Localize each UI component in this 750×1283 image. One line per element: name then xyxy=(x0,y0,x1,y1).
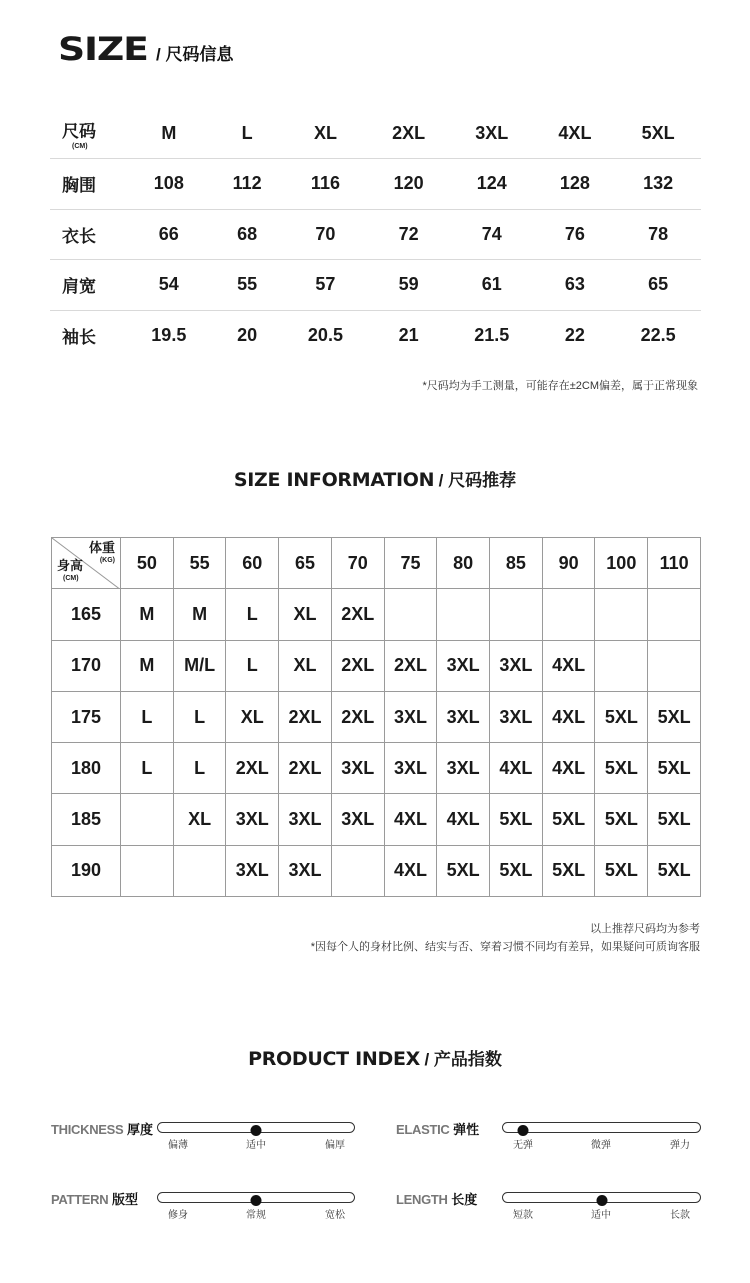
elastic-scale-track xyxy=(502,1122,701,1133)
thickness-level-dot xyxy=(251,1125,262,1136)
recommended-size-cell: 5XL xyxy=(648,691,701,742)
recommended-size-cell: M/L xyxy=(173,640,226,691)
recommended-size-cell: 4XL xyxy=(542,743,595,794)
recommended-size-cell xyxy=(331,845,384,896)
size-recommendation-table xyxy=(51,537,701,897)
index-tick-label: 无弹 xyxy=(513,1140,533,1151)
height-row-header: 165 xyxy=(52,589,121,640)
recommended-size-cell: 5XL xyxy=(542,845,595,896)
height-row-header: 180 xyxy=(52,743,121,794)
size-header-row xyxy=(50,108,701,159)
height-row xyxy=(52,691,701,742)
weight-col-header: 75 xyxy=(384,538,437,589)
size-cell: 108 xyxy=(126,159,212,210)
size-chart-table xyxy=(50,108,701,361)
thickness-scale-track xyxy=(157,1122,355,1133)
recommended-size-cell: 5XL xyxy=(648,845,701,896)
recommended-size-cell xyxy=(595,640,648,691)
height-row xyxy=(52,743,701,794)
recommended-size-cell: 5XL xyxy=(595,743,648,794)
size-corner-text: 尺码 xyxy=(62,121,96,141)
recommended-size-cell: 3XL xyxy=(279,845,332,896)
length-scale-track xyxy=(502,1192,701,1203)
size-row-label: 肩宽 xyxy=(50,260,126,311)
size-cell: 21.5 xyxy=(449,310,535,361)
index-tick-label: 常规 xyxy=(246,1210,266,1221)
size-cell: 22.5 xyxy=(615,310,701,361)
recommended-size-cell xyxy=(121,794,174,845)
weight-col-header: 55 xyxy=(173,538,226,589)
height-unit: (CM) xyxy=(63,575,79,583)
weight-col-header: 60 xyxy=(226,538,279,589)
recommended-size-cell: 3XL xyxy=(384,691,437,742)
size-cell: 120 xyxy=(368,159,449,210)
length-level-dot xyxy=(596,1195,607,1206)
size-cell: 54 xyxy=(126,260,212,311)
elastic-index xyxy=(396,1113,716,1153)
size-row-label: 衣长 xyxy=(50,209,126,260)
index-tick-label: 宽松 xyxy=(325,1210,345,1221)
recommended-size-cell: 3XL xyxy=(437,640,490,691)
elastic-level-dot xyxy=(517,1125,528,1136)
recommended-size-cell: 2XL xyxy=(331,691,384,742)
index-tick-label: 微弹 xyxy=(591,1140,611,1151)
size-cell: 55 xyxy=(212,260,283,311)
product-index-title: PRODUCT INDEX xyxy=(248,1048,420,1070)
recommended-size-cell xyxy=(490,589,543,640)
size-cell: 70 xyxy=(283,209,369,260)
recommended-size-cell xyxy=(648,640,701,691)
weight-col-header: 65 xyxy=(279,538,332,589)
size-cell: 72 xyxy=(368,209,449,260)
weight-unit: (KG) xyxy=(99,557,115,564)
size-row-length xyxy=(50,209,701,260)
size-cell: 78 xyxy=(615,209,701,260)
recommended-size-cell: 3XL xyxy=(331,794,384,845)
size-corner-unit: (CM) xyxy=(72,142,88,150)
height-axis-label xyxy=(57,559,83,585)
weight-col-header: 90 xyxy=(542,538,595,589)
size-row-label: 袖长 xyxy=(50,310,126,361)
recommended-size-cell: 2XL xyxy=(279,743,332,794)
recommended-size-cell: XL xyxy=(279,589,332,640)
recommended-size-cell xyxy=(384,589,437,640)
recommended-size-cell: M xyxy=(121,589,174,640)
weight-col-header: 50 xyxy=(121,538,174,589)
size-subtitle: / 尺码信息 xyxy=(156,45,234,64)
index-name-zh: 长度 xyxy=(451,1192,478,1207)
recommended-size-cell: XL xyxy=(226,691,279,742)
index-tick-label: 短款 xyxy=(513,1210,533,1221)
length-label xyxy=(396,1189,477,1208)
height-row xyxy=(52,640,701,691)
weight-axis-label xyxy=(89,541,115,567)
recommended-size-cell: 5XL xyxy=(437,845,490,896)
recommended-size-cell: L xyxy=(121,743,174,794)
recommended-size-cell: XL xyxy=(279,640,332,691)
index-name-en: THICKNESS xyxy=(51,1122,124,1137)
recommended-size-cell: L xyxy=(173,743,226,794)
size-row-label: 胸围 xyxy=(50,159,126,210)
table-corner-cell xyxy=(52,538,121,589)
size-cell: 20.5 xyxy=(283,310,369,361)
size-cell: 21 xyxy=(368,310,449,361)
recommended-size-cell: M xyxy=(173,589,226,640)
product-index-heading xyxy=(0,1045,750,1070)
index-tick-label: 长款 xyxy=(670,1210,690,1221)
size-cell: 112 xyxy=(212,159,283,210)
elastic-label xyxy=(396,1119,479,1138)
recommended-size-cell: 2XL xyxy=(331,640,384,691)
thickness-index xyxy=(51,1113,371,1153)
recommended-size-cell: L xyxy=(173,691,226,742)
size-section-heading xyxy=(58,30,233,70)
size-col-header: 5XL xyxy=(641,122,675,143)
size-cell: 20 xyxy=(212,310,283,361)
recommendation-disclaimer: *因每个人的身材比例、结实与否、穿着习惯不同均有差异，如果疑问可质询客服 xyxy=(310,941,700,953)
recommended-size-cell: 3XL xyxy=(226,845,279,896)
recommended-size-cell xyxy=(121,845,174,896)
index-name-en: ELASTIC xyxy=(396,1122,450,1137)
recommended-size-cell: 2XL xyxy=(384,640,437,691)
recommended-size-cell: 3XL xyxy=(384,743,437,794)
size-cell: 68 xyxy=(212,209,283,260)
recommended-size-cell: 4XL xyxy=(384,845,437,896)
size-cell: 132 xyxy=(615,159,701,210)
recommended-size-cell: 5XL xyxy=(595,794,648,845)
recommended-size-cell: 5XL xyxy=(595,691,648,742)
recommended-size-cell: 3XL xyxy=(490,691,543,742)
index-tick-label: 适中 xyxy=(591,1210,611,1221)
size-col-header: L xyxy=(241,122,253,143)
index-tick-label: 修身 xyxy=(168,1210,188,1221)
recommended-size-cell: 3XL xyxy=(279,794,332,845)
recommended-size-cell: 5XL xyxy=(595,845,648,896)
size-cell: 63 xyxy=(535,260,616,311)
size-col-header: XL xyxy=(313,122,337,143)
recommendation-heading xyxy=(0,466,750,491)
recommendation-note: 以上推荐尺码均为参考 xyxy=(590,923,700,935)
size-cell: 22 xyxy=(535,310,616,361)
recommended-size-cell: 4XL xyxy=(542,640,595,691)
size-col-header: 4XL xyxy=(558,122,592,143)
weight-header-row xyxy=(52,538,701,589)
recommended-size-cell xyxy=(173,845,226,896)
pattern-label xyxy=(51,1189,138,1208)
recommended-size-cell xyxy=(648,589,701,640)
size-col-header: 3XL xyxy=(475,122,509,143)
recommended-size-cell: 5XL xyxy=(490,794,543,845)
recommended-size-cell: 5XL xyxy=(648,794,701,845)
size-cell: 116 xyxy=(283,159,369,210)
recommended-size-cell xyxy=(437,589,490,640)
height-row-header: 170 xyxy=(52,640,121,691)
recommendation-subtitle: / 尺码推荐 xyxy=(438,471,517,490)
product-index-subtitle: / 产品指数 xyxy=(424,1050,502,1069)
recommended-size-cell: L xyxy=(121,691,174,742)
weight-label: 体重 xyxy=(88,540,115,555)
pattern-level-dot xyxy=(251,1195,262,1206)
size-cell: 19.5 xyxy=(126,310,212,361)
recommended-size-cell: XL xyxy=(173,794,226,845)
recommended-size-cell: L xyxy=(226,589,279,640)
recommended-size-cell: 4XL xyxy=(490,743,543,794)
weight-col-header: 70 xyxy=(331,538,384,589)
recommended-size-cell: 5XL xyxy=(490,845,543,896)
size-cell: 65 xyxy=(615,260,701,311)
recommended-size-cell xyxy=(595,589,648,640)
size-cell: 66 xyxy=(126,209,212,260)
index-tick-label: 偏厚 xyxy=(325,1140,345,1151)
weight-col-header: 110 xyxy=(648,538,701,589)
size-cell: 59 xyxy=(368,260,449,311)
size-cell: 57 xyxy=(283,260,369,311)
size-row-shoulder xyxy=(50,260,701,311)
size-col-header: M xyxy=(161,122,177,143)
recommended-size-cell: 3XL xyxy=(226,794,279,845)
recommended-size-cell: 3XL xyxy=(490,640,543,691)
weight-col-header: 80 xyxy=(437,538,490,589)
size-row-chest xyxy=(50,159,701,210)
index-name-en: PATTERN xyxy=(51,1192,109,1207)
size-col-header: 2XL xyxy=(392,122,426,143)
index-tick-label: 弹力 xyxy=(670,1140,690,1151)
length-index xyxy=(396,1183,716,1223)
recommended-size-cell: 4XL xyxy=(542,691,595,742)
size-cell: 74 xyxy=(449,209,535,260)
recommended-size-cell: 5XL xyxy=(542,794,595,845)
size-cell: 124 xyxy=(449,159,535,210)
recommended-size-cell: 4XL xyxy=(384,794,437,845)
index-name-en: LENGTH xyxy=(396,1192,448,1207)
size-cell: 128 xyxy=(535,159,616,210)
recommended-size-cell: 2XL xyxy=(226,743,279,794)
recommendation-title: SIZE INFORMATION xyxy=(233,469,435,491)
index-name-zh: 版型 xyxy=(111,1192,138,1207)
recommended-size-cell: 3XL xyxy=(437,691,490,742)
recommended-size-cell xyxy=(542,589,595,640)
height-row-header: 190 xyxy=(52,845,121,896)
recommended-size-cell: 3XL xyxy=(437,743,490,794)
height-row xyxy=(52,845,701,896)
height-row-header: 175 xyxy=(52,691,121,742)
height-row-header: 185 xyxy=(52,794,121,845)
size-cell: 76 xyxy=(535,209,616,260)
height-row xyxy=(52,794,701,845)
thickness-label xyxy=(51,1119,153,1138)
size-measurement-note: *尺码均为手工测量，可能存在±2CM偏差，属于正常现象 xyxy=(422,380,698,392)
recommended-size-cell: 5XL xyxy=(648,743,701,794)
pattern-scale-track xyxy=(157,1192,355,1203)
recommended-size-cell: 4XL xyxy=(437,794,490,845)
height-label: 身高 xyxy=(57,558,84,574)
size-cell: 61 xyxy=(449,260,535,311)
weight-col-header: 100 xyxy=(595,538,648,589)
index-name-zh: 厚度 xyxy=(127,1122,154,1137)
index-name-zh: 弹性 xyxy=(453,1122,480,1137)
index-tick-label: 偏薄 xyxy=(168,1140,188,1151)
pattern-index xyxy=(51,1183,371,1223)
recommended-size-cell: 3XL xyxy=(331,743,384,794)
weight-col-header: 85 xyxy=(490,538,543,589)
index-tick-label: 适中 xyxy=(246,1140,266,1151)
height-row xyxy=(52,589,701,640)
recommended-size-cell: 2XL xyxy=(279,691,332,742)
size-row-sleeve xyxy=(50,310,701,361)
recommended-size-cell: 2XL xyxy=(331,589,384,640)
size-corner-label xyxy=(50,108,126,159)
recommended-size-cell: L xyxy=(226,640,279,691)
recommended-size-cell: M xyxy=(121,640,174,691)
size-title: SIZE xyxy=(58,30,148,68)
